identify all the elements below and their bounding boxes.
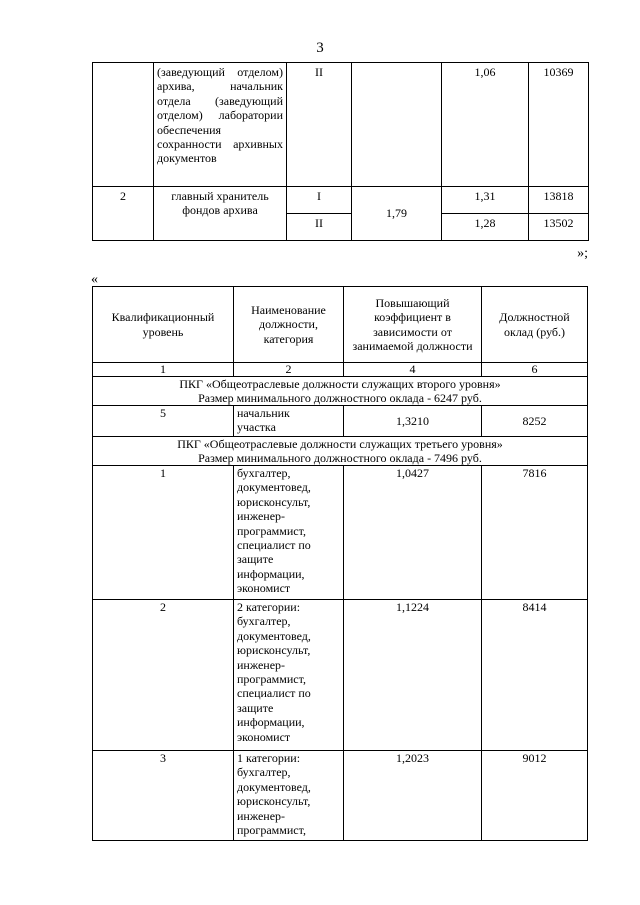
coefficient-cell: 1,31 xyxy=(442,187,529,214)
group-title: ПКГ «Общеотраслевые должности служащих второго уровня» xyxy=(179,377,501,391)
salary-cell: 9012 xyxy=(482,751,588,841)
group-min-salary: Размер минимального должностного оклада - 7496 руб. xyxy=(198,451,482,465)
salary-cell: 13818 xyxy=(529,187,589,214)
closing-quote: »; xyxy=(577,246,588,261)
column-number: 6 xyxy=(482,363,588,377)
coefficient-cell: 1,0427 xyxy=(344,466,482,600)
salary-table-continued xyxy=(92,62,589,241)
salary-cell: 13502 xyxy=(529,214,589,241)
salary-table xyxy=(92,286,588,841)
group-min-salary: Размер минимального должностного оклада - 6247 руб. xyxy=(198,391,482,405)
position-name-cell: (заведующий отделом) архива, начальник отдела (заведующий отделом) лаборатории обеспечения сохранности архивных документов xyxy=(154,63,287,187)
salary-cell: 7816 xyxy=(482,466,588,600)
level-cell: 2 xyxy=(93,600,234,751)
coefficient-cell: 1,28 xyxy=(442,214,529,241)
group-title: ПКГ «Общеотраслевые должности служащих третьего уровня» xyxy=(177,437,503,451)
level-cell: 3 xyxy=(93,751,234,841)
position-name-cell: начальник участка xyxy=(234,406,344,437)
position-name-cell: 1 категории: бухгалтер, документовед, юрисконсульт, инженер- программист, xyxy=(234,751,344,841)
level-cell: 2 xyxy=(93,187,154,241)
level-cell: 5 xyxy=(93,406,234,437)
increasing-coefficient-cell: 1,79 xyxy=(352,187,442,241)
coefficient-cell: 1,2023 xyxy=(344,751,482,841)
header-level: Квалификационный уровень xyxy=(93,287,234,363)
coefficient-cell: 1,1224 xyxy=(344,600,482,751)
page-number: 3 xyxy=(316,40,324,56)
salary-cell: 10369 xyxy=(529,63,589,187)
header-position: Наименование должности, категория xyxy=(234,287,344,363)
salary-cell: 8414 xyxy=(482,600,588,751)
header-salary: Должностной оклад (руб.) xyxy=(482,287,588,363)
position-name-cell: бухгалтер, документовед, юрисконсульт, инженер- программист, специалист по защите информации, экономист xyxy=(234,466,344,600)
category-cell: I xyxy=(287,187,352,214)
coefficient-cell: 1,3210 xyxy=(344,406,482,437)
level-cell: 1 xyxy=(93,466,234,600)
opening-quote: « xyxy=(91,272,98,287)
column-number: 2 xyxy=(234,363,344,377)
group-header xyxy=(93,377,588,406)
table-cell xyxy=(93,63,154,187)
category-cell: II xyxy=(287,214,352,241)
position-name-cell: главный хранитель фондов архива xyxy=(154,187,287,241)
category-cell: II xyxy=(287,63,352,187)
header-coefficient: Повышающий коэффициент в зависимости от занимаемой должности xyxy=(344,287,482,363)
table-cell xyxy=(352,63,442,187)
coefficient-cell: 1,06 xyxy=(442,63,529,187)
column-number: 1 xyxy=(93,363,234,377)
group-header xyxy=(93,437,588,466)
salary-cell: 8252 xyxy=(482,406,588,437)
column-number: 4 xyxy=(344,363,482,377)
position-name-cell: 2 категории: бухгалтер, документовед, юрисконсульт, инженер- программист, специалист по защите информации, экономист xyxy=(234,600,344,751)
